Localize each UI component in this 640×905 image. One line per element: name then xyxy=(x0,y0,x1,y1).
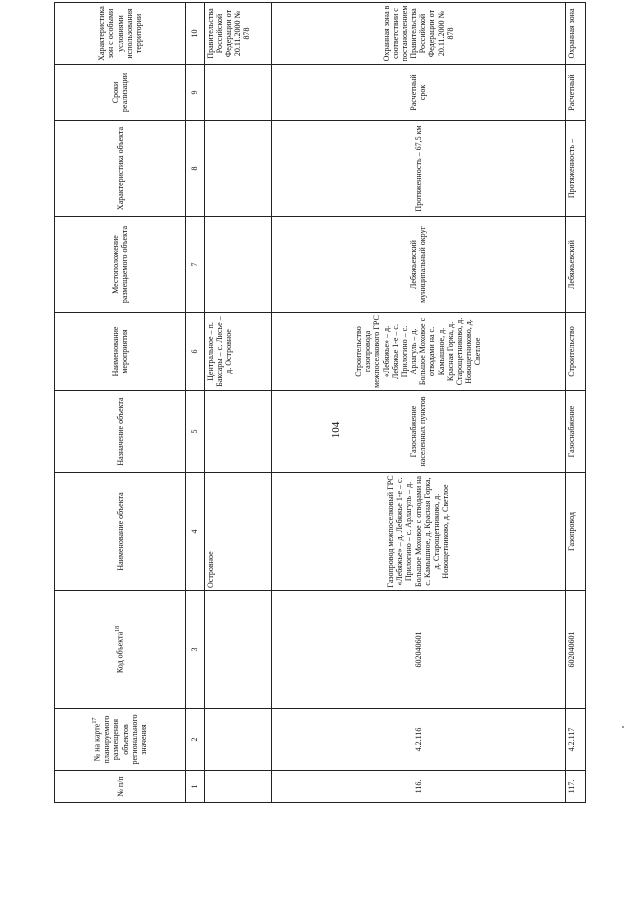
cell-code: 602040601 xyxy=(565,591,585,709)
cell-measure: Строительство газопровода межпоселкового ГРС «Лебяжье» – д. Лебяжье 1-е – с. Прилогино – с. Арлагуль – д. Большое Моховое с отводами на с. Камышное, д. Красная Горка, д. Старощетниково, д. Новощетниково, д. Светлое xyxy=(271,313,565,391)
cell-purpose xyxy=(204,391,271,473)
header-col2-text: № на карте xyxy=(92,723,102,762)
cell-map-number: 4.2.116 xyxy=(271,709,565,771)
table-row xyxy=(204,3,271,803)
column-number: 5 xyxy=(186,391,204,473)
cell-location: Лебяжьевский муниципальный округ xyxy=(271,217,565,313)
cell-term: Расчетный xyxy=(565,65,585,121)
rotated-table-wrapper xyxy=(54,5,586,803)
cell-measure: Центральное – п. Баксары – с. Лисье – д. Островное xyxy=(204,313,271,391)
header-col3-text: Код объекта xyxy=(115,631,125,674)
column-number-row xyxy=(186,3,204,803)
cell-object-name: Островное xyxy=(204,473,271,591)
header-col8: Характеристика объекта xyxy=(55,121,186,217)
cell-term xyxy=(204,65,271,121)
cell-num: 117. xyxy=(565,771,585,803)
scan-speck xyxy=(622,726,624,728)
header-col6: Наименование мероприятия xyxy=(55,313,186,391)
column-number: 7 xyxy=(186,217,204,313)
objects-table xyxy=(54,2,586,803)
header-col2-footnote: 17 xyxy=(92,717,99,724)
cell-object-name: Газопровод межпоселковый ГРС «Лебяжье» – д. Лебяжье 1-е – с. Прилогино – с. Арлагуль – д. Большое Моховое с отводами на с. Камышное, д. Красная Горка, д. Старощетниково, д. Новощетниково, д. Светлое xyxy=(271,473,565,591)
cell-zone: Охранная зона в соответствии с постановлением Правительства Российской Федерации от 20.11.2000 № 878 xyxy=(271,3,565,65)
cell-map-number: 4.2.117 xyxy=(565,709,585,771)
header-col10: Характеристика зон с особыми условиями использования территории xyxy=(55,3,186,65)
cell-map-number xyxy=(204,709,271,771)
table-row xyxy=(565,3,585,803)
column-number: 4 xyxy=(186,473,204,591)
cell-num: 116. xyxy=(271,771,565,803)
column-number: 10 xyxy=(186,3,204,65)
header-col2 xyxy=(55,709,186,771)
column-number: 2 xyxy=(186,709,204,771)
cell-characteristic: Протяженность – 67,5 км xyxy=(271,121,565,217)
cell-zone: Правительства Российской Федерации от 20.11.2000 № 878 xyxy=(204,3,271,65)
header-col1: № п/п xyxy=(55,771,186,803)
cell-characteristic: Протяженность – xyxy=(565,121,585,217)
page-number: 104 xyxy=(330,421,342,439)
cell-zone: Охранная зона xyxy=(565,3,585,65)
cell-term: Расчетный срок xyxy=(271,65,565,121)
column-number: 6 xyxy=(186,313,204,391)
column-number: 1 xyxy=(186,771,204,803)
column-number: 3 xyxy=(186,591,204,709)
header-col9: Сроки реализации xyxy=(55,65,186,121)
header-col5: Назначение объекта xyxy=(55,391,186,473)
cell-code xyxy=(204,591,271,709)
cell-location xyxy=(204,217,271,313)
cell-code: 602040601 xyxy=(271,591,565,709)
header-col7: Местоположение размещаемого объекта xyxy=(55,217,186,313)
header-col3 xyxy=(55,591,186,709)
header-row xyxy=(55,3,186,803)
column-number: 9 xyxy=(186,65,204,121)
header-col3-footnote: 18 xyxy=(115,625,122,632)
table-row xyxy=(271,3,565,803)
column-number: 8 xyxy=(186,121,204,217)
cell-purpose: Газоснабжение населенных пунктов xyxy=(271,391,565,473)
cell-object-name: Газопровод xyxy=(565,473,585,591)
header-col4: Наименование объекта xyxy=(55,473,186,591)
cell-location: Лебяжьевский xyxy=(565,217,585,313)
header-col2-text-rest: планируемого размещения объектов регионального значения xyxy=(102,714,148,765)
cell-num xyxy=(204,771,271,803)
cell-measure: Строительство xyxy=(565,313,585,391)
cell-purpose: Газоснабжение xyxy=(565,391,585,473)
cell-characteristic xyxy=(204,121,271,217)
